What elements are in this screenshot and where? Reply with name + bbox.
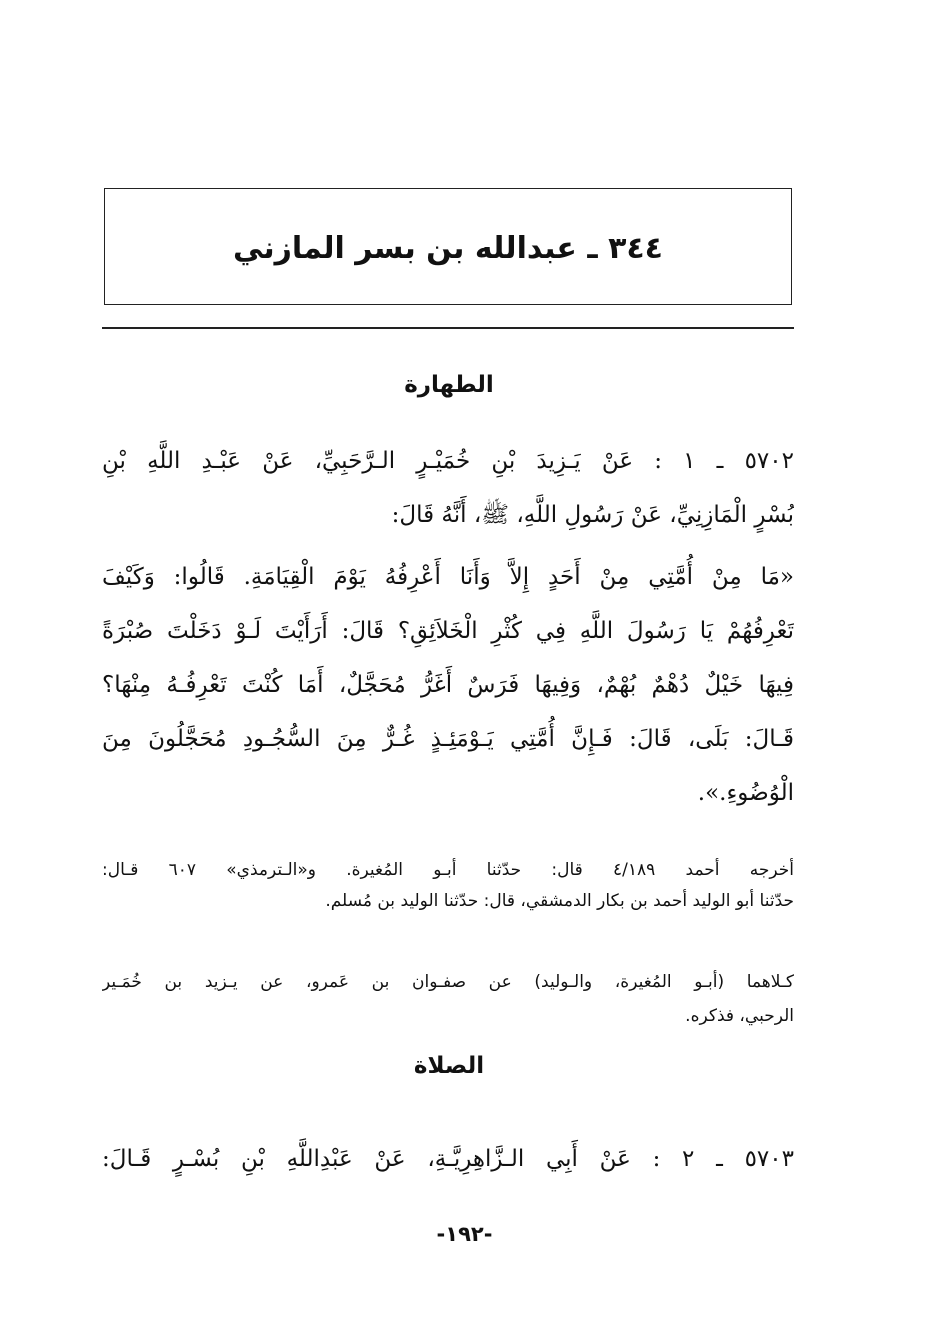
hadith-line: تَعْرِفُهُمْ يَا رَسُولَ اللَّهِ فِي كُثْرِ الْخَلاَئِقِ؟ قَالَ: أَرَأَيْتَ لَـوْ دَخَلْتَ صُبْرَةً: [102, 618, 794, 644]
footnote-1: [102, 855, 794, 917]
footnote-line: حدّثنا أبو الوليد أحمد بن بكار الدمشقي، قال: حدّثنا الوليد بن مُسلم.: [325, 891, 794, 911]
section-heading-salah: الصلاة: [413, 1053, 485, 1079]
hadith-line: قَـالَ: بَلَى، قَالَ: فَـإِنَّ أُمَّتِي يَـوْمَئِـذٍ غُـرٌّ مِنَ السُّجُـودِ مُحَجَّلُونَ مِنَ: [102, 726, 794, 752]
horizontal-rule: [102, 327, 794, 329]
chapter-title: ٣٤٤ ـ عبدالله بن بسر المازني: [233, 231, 663, 266]
hadith-5703: [102, 1132, 794, 1186]
hadith-line: بُسْرٍ الْمَازِنِيِّ، عَنْ رَسُولِ اللَّهِ، ﷺ، أَنَّهُ قَالَ:: [391, 502, 794, 528]
footnote-line: كـلاهما (أبـو المُغيرة، والـوليد) عن صفـوان بن عَمرو، عن يـزيد بن خُمَـير: [102, 972, 794, 992]
footnote-line: أخرجه أحمد ٤/١٨٩ قال: حدّثنا أبـو المُغيرة. و«الـترمذي» ٦٠٧ قـال:: [102, 860, 794, 880]
hadith-line: الْوُضُوءِ.».: [697, 780, 794, 806]
page-number: -١٩٢-: [436, 1222, 493, 1246]
chapter-title-box: [104, 188, 792, 305]
hadith-line: فِيهَا خَيْلٌ دُهْمٌ بُهْمٌ، وَفِيهَا فَرَسٌ أَغَرُّ مُحَجَّلٌ، أَمَا كُنْتَ تَعْرِفُـهُ مِنْهَا؟: [102, 672, 794, 698]
hadith-5702: [102, 434, 794, 820]
hadith-line: «مَا مِنْ أُمَّتِي مِنْ أَحَدٍ إِلاَّ وَأَنَا أَعْرِفُهُ يَوْمَ الْقِيَامَةِ. قَالُوا: وَكَيْفَ: [102, 564, 794, 590]
hadith-line: ٥٧٠٢ ـ ١ : عَنْ يَـزِيدَ بْنِ خُمَيْـرٍ الـرَّحَبِيِّ، عَنْ عَبْـدِ اللَّهِ بْنِ: [102, 448, 794, 474]
hadith-line: ٥٧٠٣ ـ ٢ : عَنْ أَبِي الـزَّاهِرِيَّـةِ، عَنْ عَبْدِاللَّهِ بْنِ بُسْـرٍ قَـالَ:: [102, 1146, 794, 1172]
section-heading-taharah: الطهارة: [404, 372, 494, 398]
footnote-line: الرحبي، فذكره.: [685, 1006, 794, 1026]
footnote-2: [102, 960, 794, 1028]
